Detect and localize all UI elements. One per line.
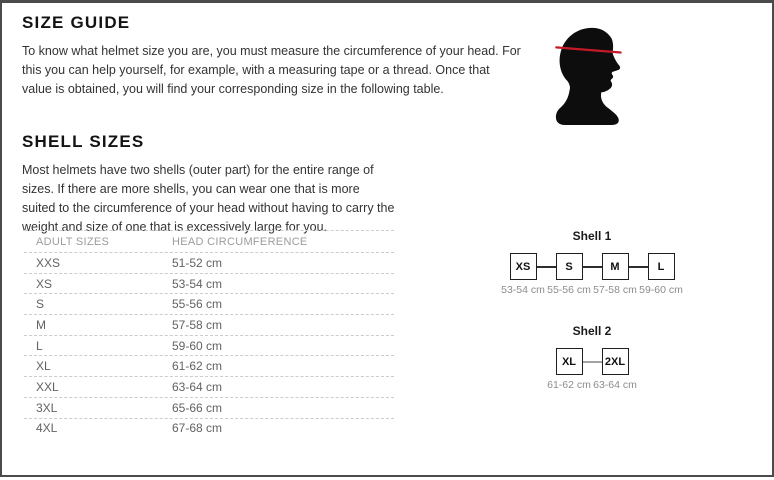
shell-size-row: [501, 253, 683, 296]
shell-size-box: 2XL: [602, 348, 629, 375]
size-cell: M: [36, 317, 46, 332]
size-table-row: [24, 252, 394, 273]
shell-1-diagram: [496, 229, 688, 296]
circumference-cell: 59-60 cm: [172, 338, 223, 353]
shell-diagram-title: Shell 2: [572, 324, 612, 338]
size-table-row: [24, 397, 394, 418]
size-table-row: [24, 314, 394, 335]
shell-size-box: M: [602, 253, 629, 280]
size-guide-section: [22, 13, 522, 99]
size-guide-title: SIZE GUIDE: [22, 13, 131, 32]
shell-connector-line: [583, 361, 602, 363]
size-table-row: [24, 418, 394, 439]
shell-connector-line: [583, 266, 602, 268]
circumference-cell: 51-52 cm: [172, 255, 223, 270]
shell-size-l: [639, 253, 683, 296]
shell-size-xl: [547, 348, 591, 391]
circumference-cell: 57-58 cm: [172, 317, 223, 332]
size-cell: 3XL: [36, 400, 58, 415]
shell-2-diagram: [496, 324, 688, 391]
shell-size-box: S: [556, 253, 583, 280]
shell-size-s: [547, 253, 591, 296]
size-cell: L: [36, 338, 43, 353]
size-table-row: [24, 335, 394, 356]
column-header-head-circumference: HEAD CIRCUMFERENCE: [172, 235, 308, 248]
circumference-cell: 61-62 cm: [172, 359, 223, 374]
shell-connector-line: [629, 266, 648, 268]
size-table-row: [24, 293, 394, 314]
size-table-row: [24, 273, 394, 294]
size-table: [24, 230, 394, 438]
size-cell: XXS: [36, 255, 61, 270]
size-cell: 4XL: [36, 421, 58, 436]
shell-sizes-intro: Most helmets have two shells (outer part) for the entire range of sizes. If there are more shells, you can wear one that is more suited to the circumference of your head without having to carry the weight and size of one that is excessively large for you.: [22, 163, 395, 234]
shell-sizes-title: SHELL SIZES: [22, 132, 145, 151]
size-cell: XS: [36, 276, 53, 291]
shell-size-row: [547, 348, 637, 391]
shell-size-range: 61-62 cm: [547, 379, 591, 391]
shell-size-range: 55-56 cm: [547, 284, 591, 296]
size-guide-intro: To know what helmet size you are, you must measure the circumference of your head. For this you can help yourself, for example, with a measuring tape or a thread. Once that value is obtained, you will find your corresponding size in the following table.: [22, 44, 521, 96]
circumference-cell: 63-64 cm: [172, 379, 223, 394]
shell-sizes-section: [22, 132, 396, 237]
shell-diagram-title: Shell 1: [572, 229, 612, 243]
shell-size-range: 57-58 cm: [593, 284, 637, 296]
size-cell: XL: [36, 359, 51, 374]
shell-size-range: 59-60 cm: [639, 284, 683, 296]
size-cell: S: [36, 297, 45, 312]
shell-size-box: L: [648, 253, 675, 280]
size-table-row: [24, 376, 394, 397]
shell-size-m: [593, 253, 637, 296]
shell-size-box: XS: [510, 253, 537, 280]
shell-size-range: 63-64 cm: [593, 379, 637, 391]
shell-size-2xl: [593, 348, 637, 391]
circumference-cell: 55-56 cm: [172, 297, 223, 312]
circumference-cell: 67-68 cm: [172, 421, 223, 436]
size-table-row: [24, 355, 394, 376]
head-silhouette-shape: [556, 28, 620, 125]
size-cell: XXL: [36, 379, 59, 394]
size-table-header-row: [24, 230, 394, 252]
head-profile-illustration: [554, 27, 626, 125]
shell-size-range: 53-54 cm: [501, 284, 545, 296]
circumference-cell: 65-66 cm: [172, 400, 223, 415]
shell-size-box: XL: [556, 348, 583, 375]
column-header-adult-sizes: ADULT SIZES: [36, 235, 110, 248]
shell-connector-line: [537, 266, 556, 268]
shell-size-xs: [501, 253, 545, 296]
size-table-body: [24, 252, 394, 438]
circumference-cell: 53-54 cm: [172, 276, 223, 291]
